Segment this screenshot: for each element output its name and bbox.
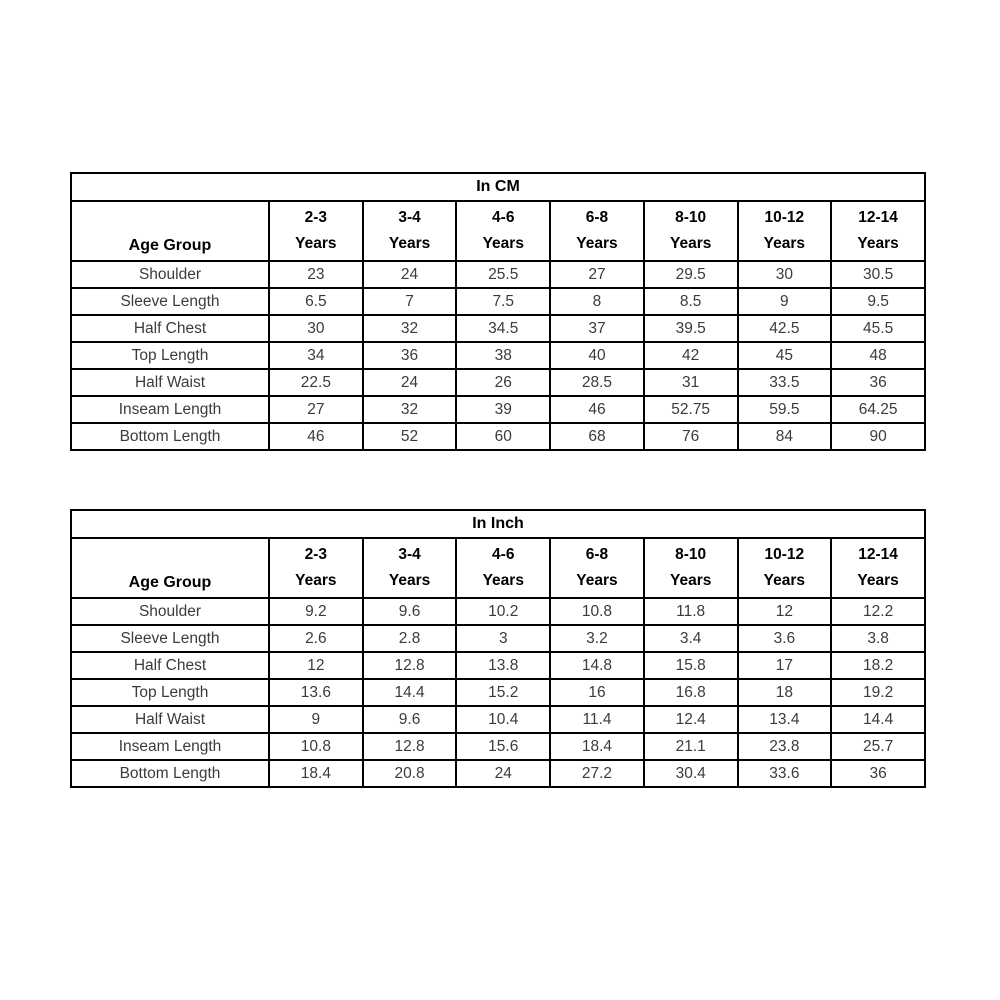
age-range-line: 4-6 bbox=[492, 209, 515, 226]
cell-value: 46 bbox=[550, 396, 644, 423]
cell-value: 15.8 bbox=[644, 652, 738, 679]
years-line: Years bbox=[295, 235, 337, 252]
cell-value: 7.5 bbox=[456, 288, 550, 315]
cell-value: 59.5 bbox=[738, 396, 832, 423]
cell-value: 33.6 bbox=[738, 760, 832, 787]
years-line: Years bbox=[763, 235, 806, 252]
cell-value: 48 bbox=[831, 342, 925, 369]
cell-value: 34.5 bbox=[456, 315, 550, 342]
row-label: Sleeve Length bbox=[71, 288, 269, 315]
size-chart-page bbox=[70, 172, 926, 788]
cell-value: 34 bbox=[269, 342, 363, 369]
cell-value: 16.8 bbox=[644, 679, 738, 706]
years-line: Years bbox=[388, 572, 431, 589]
table-row bbox=[71, 396, 925, 423]
cell-value: 36 bbox=[363, 342, 457, 369]
cell-value: 13.4 bbox=[738, 706, 832, 733]
cell-value: 14.8 bbox=[550, 652, 644, 679]
cell-value: 11.4 bbox=[550, 706, 644, 733]
cell-value: 24 bbox=[363, 261, 457, 288]
cell-value: 15.6 bbox=[456, 733, 550, 760]
table-row bbox=[71, 598, 925, 625]
table-header-row bbox=[71, 201, 925, 261]
cell-value: 3.6 bbox=[738, 625, 832, 652]
table-body bbox=[71, 598, 925, 787]
cell-value: 6.5 bbox=[269, 288, 363, 315]
column-header bbox=[550, 201, 644, 261]
cell-value: 21.1 bbox=[644, 733, 738, 760]
cell-value: 36 bbox=[831, 369, 925, 396]
table-row bbox=[71, 625, 925, 652]
cell-value: 52.75 bbox=[644, 396, 738, 423]
cell-value: 68 bbox=[550, 423, 644, 450]
cell-value: 29.5 bbox=[644, 261, 738, 288]
age-range-line: 8-10 bbox=[675, 209, 707, 226]
age-range-line: 2-3 bbox=[304, 546, 328, 563]
cell-value: 13.8 bbox=[456, 652, 550, 679]
table-header-row bbox=[71, 538, 925, 598]
cell-value: 38 bbox=[456, 342, 550, 369]
cell-value: 3.8 bbox=[831, 625, 925, 652]
cell-value: 30.4 bbox=[644, 760, 738, 787]
column-header bbox=[269, 201, 363, 261]
table-row bbox=[71, 733, 925, 760]
cell-value: 12.8 bbox=[363, 733, 457, 760]
years-line: Years bbox=[857, 572, 899, 589]
cell-value: 9.6 bbox=[363, 598, 457, 625]
cell-value: 52 bbox=[363, 423, 457, 450]
table-title-row bbox=[71, 510, 925, 538]
cell-value: 28.5 bbox=[550, 369, 644, 396]
column-header bbox=[644, 538, 738, 598]
column-header bbox=[738, 201, 832, 261]
column-header bbox=[363, 538, 457, 598]
age-range-line: 8-10 bbox=[675, 546, 707, 563]
cell-value: 39 bbox=[456, 396, 550, 423]
table-title-row bbox=[71, 173, 925, 201]
cell-value: 12.4 bbox=[644, 706, 738, 733]
age-range-line: 3-4 bbox=[398, 209, 421, 226]
table-row bbox=[71, 679, 925, 706]
cell-value: 24 bbox=[363, 369, 457, 396]
cell-value: 90 bbox=[831, 423, 925, 450]
cell-value: 10.8 bbox=[550, 598, 644, 625]
age-range-line: 4-6 bbox=[492, 546, 515, 563]
cell-value: 27.2 bbox=[550, 760, 644, 787]
cell-value: 42.5 bbox=[738, 315, 832, 342]
age-range-line: 12-14 bbox=[858, 546, 898, 563]
cell-value: 8.5 bbox=[644, 288, 738, 315]
cell-value: 9 bbox=[269, 706, 363, 733]
age-group-header: Age Group bbox=[71, 201, 269, 261]
column-header bbox=[831, 538, 925, 598]
cell-value: 76 bbox=[644, 423, 738, 450]
years-line: Years bbox=[388, 235, 431, 252]
table-row bbox=[71, 342, 925, 369]
cell-value: 18 bbox=[738, 679, 832, 706]
cell-value: 12 bbox=[738, 598, 832, 625]
row-label: Sleeve Length bbox=[71, 625, 269, 652]
column-header bbox=[269, 538, 363, 598]
row-label: Half Waist bbox=[71, 369, 269, 396]
cell-value: 17 bbox=[738, 652, 832, 679]
cell-value: 40 bbox=[550, 342, 644, 369]
cell-value: 12 bbox=[269, 652, 363, 679]
cell-value: 13.6 bbox=[269, 679, 363, 706]
row-label: Inseam Length bbox=[71, 396, 269, 423]
years-line: Years bbox=[482, 235, 524, 252]
cell-value: 25.5 bbox=[456, 261, 550, 288]
cell-value: 10.8 bbox=[269, 733, 363, 760]
age-group-header: Age Group bbox=[71, 538, 269, 598]
column-header bbox=[456, 538, 550, 598]
row-label: Top Length bbox=[71, 679, 269, 706]
cell-value: 10.4 bbox=[456, 706, 550, 733]
cell-value: 26 bbox=[456, 369, 550, 396]
cell-value: 12.2 bbox=[831, 598, 925, 625]
cell-value: 3 bbox=[456, 625, 550, 652]
cell-value: 2.8 bbox=[363, 625, 457, 652]
cell-value: 22.5 bbox=[269, 369, 363, 396]
cell-value: 24 bbox=[456, 760, 550, 787]
years-line: Years bbox=[576, 572, 618, 589]
row-label: Bottom Length bbox=[71, 423, 269, 450]
column-header bbox=[363, 201, 457, 261]
cell-value: 23.8 bbox=[738, 733, 832, 760]
cell-value: 18.2 bbox=[831, 652, 925, 679]
years-line: Years bbox=[763, 572, 806, 589]
column-header bbox=[831, 201, 925, 261]
cell-value: 39.5 bbox=[644, 315, 738, 342]
column-header bbox=[550, 538, 644, 598]
age-range-line: 2-3 bbox=[304, 209, 328, 226]
cell-value: 30 bbox=[738, 261, 832, 288]
cell-value: 11.8 bbox=[644, 598, 738, 625]
row-label: Top Length bbox=[71, 342, 269, 369]
age-range-line: 10-12 bbox=[764, 209, 805, 226]
row-label: Inseam Length bbox=[71, 733, 269, 760]
cell-value: 33.5 bbox=[738, 369, 832, 396]
years-line: Years bbox=[669, 235, 712, 252]
cell-value: 2.6 bbox=[269, 625, 363, 652]
row-label: Shoulder bbox=[71, 598, 269, 625]
cell-value: 19.2 bbox=[831, 679, 925, 706]
cell-value: 10.2 bbox=[456, 598, 550, 625]
cell-value: 64.25 bbox=[831, 396, 925, 423]
cell-value: 32 bbox=[363, 315, 457, 342]
cell-value: 18.4 bbox=[550, 733, 644, 760]
cell-value: 14.4 bbox=[363, 679, 457, 706]
cell-value: 45 bbox=[738, 342, 832, 369]
cell-value: 12.8 bbox=[363, 652, 457, 679]
row-label: Half Waist bbox=[71, 706, 269, 733]
table-row bbox=[71, 315, 925, 342]
cell-value: 9.5 bbox=[831, 288, 925, 315]
size-table-cm bbox=[70, 172, 926, 451]
cell-value: 9 bbox=[738, 288, 832, 315]
cell-value: 20.8 bbox=[363, 760, 457, 787]
cell-value: 23 bbox=[269, 261, 363, 288]
cell-value: 8 bbox=[550, 288, 644, 315]
column-header bbox=[456, 201, 550, 261]
cell-value: 14.4 bbox=[831, 706, 925, 733]
age-range-line: 10-12 bbox=[764, 546, 805, 563]
cell-value: 42 bbox=[644, 342, 738, 369]
table-title: In Inch bbox=[71, 510, 925, 538]
years-line: Years bbox=[482, 572, 524, 589]
years-line: Years bbox=[669, 572, 712, 589]
cell-value: 3.4 bbox=[644, 625, 738, 652]
years-line: Years bbox=[576, 235, 618, 252]
size-table-inch bbox=[70, 509, 926, 788]
cell-value: 18.4 bbox=[269, 760, 363, 787]
age-range-line: 12-14 bbox=[858, 209, 898, 226]
table-row bbox=[71, 706, 925, 733]
row-label: Bottom Length bbox=[71, 760, 269, 787]
cell-value: 27 bbox=[550, 261, 644, 288]
column-header bbox=[644, 201, 738, 261]
cell-value: 37 bbox=[550, 315, 644, 342]
cell-value: 36 bbox=[831, 760, 925, 787]
cell-value: 31 bbox=[644, 369, 738, 396]
cell-value: 30.5 bbox=[831, 261, 925, 288]
cell-value: 27 bbox=[269, 396, 363, 423]
table-row bbox=[71, 760, 925, 787]
cell-value: 45.5 bbox=[831, 315, 925, 342]
table-row bbox=[71, 261, 925, 288]
table-row bbox=[71, 652, 925, 679]
table-row bbox=[71, 288, 925, 315]
row-label: Shoulder bbox=[71, 261, 269, 288]
cell-value: 60 bbox=[456, 423, 550, 450]
cell-value: 3.2 bbox=[550, 625, 644, 652]
cell-value: 9.2 bbox=[269, 598, 363, 625]
column-header bbox=[738, 538, 832, 598]
cell-value: 16 bbox=[550, 679, 644, 706]
table-row bbox=[71, 423, 925, 450]
cell-value: 84 bbox=[738, 423, 832, 450]
row-label: Half Chest bbox=[71, 315, 269, 342]
age-range-line: 3-4 bbox=[398, 546, 421, 563]
table-row bbox=[71, 369, 925, 396]
cell-value: 46 bbox=[269, 423, 363, 450]
age-range-line: 6-8 bbox=[585, 209, 609, 226]
cell-value: 30 bbox=[269, 315, 363, 342]
cell-value: 25.7 bbox=[831, 733, 925, 760]
table-title: In CM bbox=[71, 173, 925, 201]
cell-value: 9.6 bbox=[363, 706, 457, 733]
row-label: Half Chest bbox=[71, 652, 269, 679]
age-range-line: 6-8 bbox=[585, 546, 609, 563]
cell-value: 7 bbox=[363, 288, 457, 315]
cell-value: 15.2 bbox=[456, 679, 550, 706]
cell-value: 32 bbox=[363, 396, 457, 423]
table-body bbox=[71, 261, 925, 450]
years-line: Years bbox=[295, 572, 337, 589]
years-line: Years bbox=[857, 235, 899, 252]
